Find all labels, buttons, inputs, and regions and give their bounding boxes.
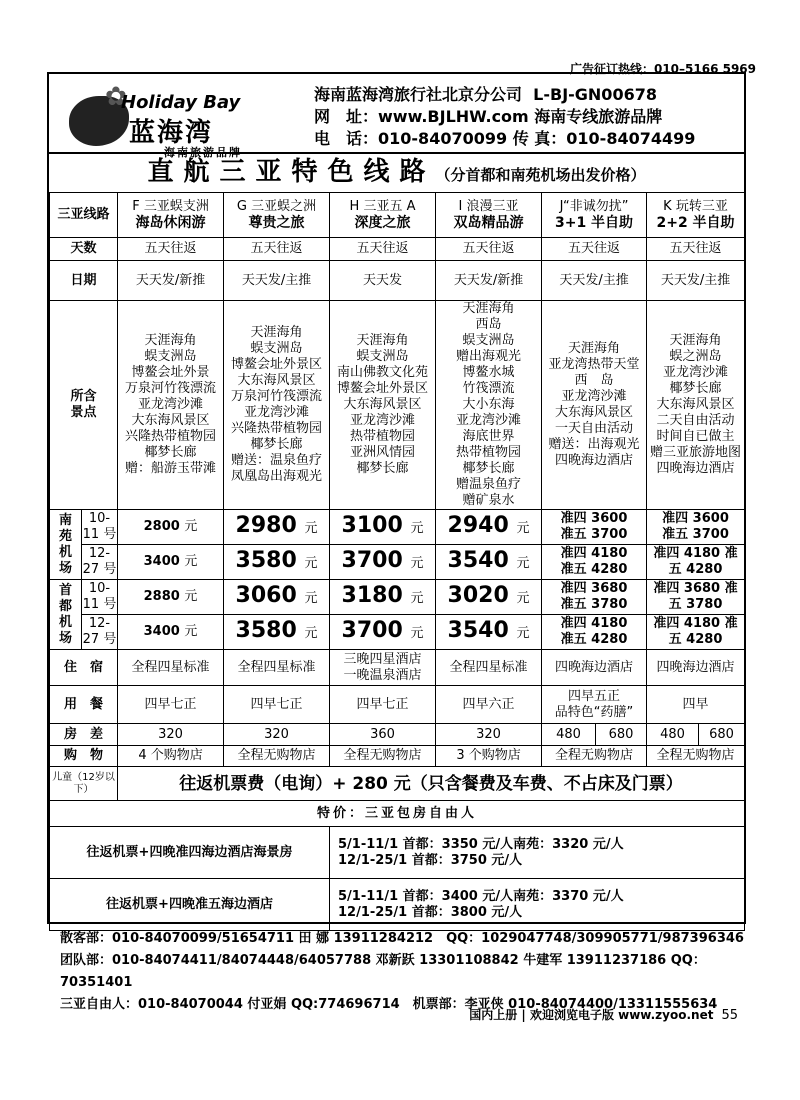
spots-f <box>118 301 224 510</box>
hotel-row: 住 宿 全程四星标准 全程四星标准 三晚四星酒店 一晚温泉酒店 全程四星标准 四晚海边酒店 四晚海边酒店 <box>50 650 745 686</box>
route-f: F 三亚蜈支洲 海岛休闲游 <box>118 193 224 238</box>
phone-number: 010-84070099 <box>378 129 508 148</box>
spot-item: 大东海风景区 <box>131 413 210 428</box>
spot-item: 椰梦长廊 <box>462 461 515 476</box>
spot-item: 兴隆热带植物园 <box>125 429 217 444</box>
special-package-1: 往返机票+四晚准四海边酒店海景房 5/1-11/1 首都：3350 元/人南苑：3320 元/人 12/1-25/1 首都：3750 元/人 <box>50 827 745 879</box>
special-title-row: 特价：三亚包房自由人 <box>50 801 745 827</box>
spot-item: 亚龙湾沙滩 <box>561 389 627 404</box>
spot-item: 兴隆热带植物园 <box>231 421 323 436</box>
spot-item: 博鳌水城 <box>462 365 515 380</box>
spot-item: 西岛 <box>475 317 502 332</box>
page-number: 55 <box>721 1008 738 1023</box>
spot-item: 亚龙湾沙滩 <box>138 397 204 412</box>
spot-item: 大东海风景区 <box>237 373 316 388</box>
logo-english: Holiday Bay <box>121 92 241 113</box>
spot-item: 蜈支洲岛 <box>144 349 197 364</box>
shopping-row: 购 物 4 个购物店 全程无购物店 全程无购物店 3 个购物店 全程无购物店 全程无购物店 <box>50 746 745 767</box>
spot-item: 亚龙湾沙滩 <box>456 413 522 428</box>
price-row-nanyuan-1: 南苑机场 10-11 号 2800 元 2980 元 3100 元 2940 元 准四 3600 准五 3700 准四 3600 准五 3700 <box>50 510 745 545</box>
route-h: H 三亚五 A 深度之旅 <box>330 193 436 238</box>
phone-label: 电 话： <box>314 129 379 148</box>
page-subtitle: （分首都和南苑机场出发价格） <box>435 166 646 184</box>
price-row-nanyuan-2: 12-27 号 3400 元 3580 元 3700 元 3540 元 准四 4180 准五 4280 准四 4180 准 五 4280 <box>50 545 745 580</box>
spot-item: 赠三亚旅游地图 <box>650 445 742 460</box>
ad-hotline: 广告征订热线：010–5166 5969 <box>569 62 756 76</box>
brochure-frame <box>47 72 746 924</box>
spot-item: 亚龙湾热带天堂 <box>548 357 640 372</box>
spot-item: 天涯海角 <box>144 333 197 348</box>
spot-item: 蜈之洲岛 <box>669 349 722 364</box>
spot-item: 赠温泉鱼疗 <box>456 477 522 492</box>
spot-item: 博鳌会址外景 <box>131 365 210 380</box>
spot-item: 万泉河竹筏漂流 <box>125 381 217 396</box>
website-link[interactable]: www.BJLHW.com <box>378 107 529 126</box>
site-label: 网 址： <box>314 107 379 126</box>
spot-item: 蜈支洲岛 <box>250 341 303 356</box>
fax-label: 传 真： <box>512 129 567 148</box>
spot-item: 赠矿泉水 <box>462 493 515 508</box>
spot-item: 亚洲风情园 <box>350 445 416 460</box>
spot-item: 天涯海角 <box>250 325 303 340</box>
spot-item: 大小东海 <box>462 397 515 412</box>
spots-h <box>330 301 436 510</box>
logo-chinese: 蓝海湾 <box>129 118 214 148</box>
spot-item: 热带植物园 <box>456 445 522 460</box>
spot-item: 赠出海观光 <box>456 349 522 364</box>
spot-item: 天涯海角 <box>462 301 515 316</box>
spots-row <box>50 301 745 510</box>
room-diff-row: 房 差 320 320 360 320 480 680 480 680 <box>50 724 745 746</box>
spot-item: 椰梦长廊 <box>669 381 722 396</box>
spot-item: 大东海风景区 <box>343 397 422 412</box>
spot-item: 西 岛 <box>574 373 614 388</box>
section-title <box>49 152 744 193</box>
contact-line: 三亚自由人：010-84070044 付亚娟 QQ:774696714 机票部：李亚侠 010-84074400/13311555634 <box>60 997 718 1012</box>
spots-label: 所含景点 <box>50 301 118 510</box>
spot-item: 博鳌会址外景区 <box>337 381 429 396</box>
agency-info <box>314 84 695 150</box>
page-footer-text: 国内上册 | 欢迎浏览电子版 www.zyoo.net <box>469 1008 714 1022</box>
price-row-capital-2: 12-27 号 3400 元 3580 元 3700 元 3540 元 准四 4180 准五 4280 准四 4180 准 五 4280 <box>50 615 745 650</box>
spot-item: 蜈支洲岛 <box>356 349 409 364</box>
spot-item: 赠：船游玉带滩 <box>125 461 217 476</box>
spot-item: 赠送：温泉鱼疗 <box>231 453 323 468</box>
site-tag: 海南专线旅游品牌 <box>534 107 663 126</box>
spot-item: 博鳌会址外景区 <box>231 357 323 372</box>
logo-tagline: 海南旅游品牌 <box>164 146 242 159</box>
agency-license: L-BJ-GN00678 <box>533 85 657 104</box>
route-table <box>49 192 745 931</box>
logo <box>69 82 319 159</box>
date-row: 日期 天天发/新推 天天发/主推 天天发 天天发/新推 天天发/主推 天天发/主推 <box>50 261 745 301</box>
spot-item: 亚龙湾沙滩 <box>244 405 310 420</box>
spot-item: 万泉河竹筏漂流 <box>231 389 323 404</box>
days-row: 天数 五天往返 五天往返 五天往返 五天往返 五天往返 五天往返 <box>50 238 745 261</box>
price-row-capital-1: 首都机场 10-11 号 2880 元 3060 元 3180 元 3020 元 准四 3680 准五 3780 准四 3680 准 五 3780 <box>50 580 745 615</box>
agency-name: 海南蓝海湾旅行社北京分公司 <box>314 85 523 104</box>
route-i: I 浪漫三亚 双岛精品游 <box>436 193 542 238</box>
spot-item: 椰梦长廊 <box>144 445 197 460</box>
route-col-label: 三亚线路 <box>50 193 118 238</box>
spot-item: 亚龙湾沙滩 <box>663 365 729 380</box>
spot-item: 亚龙湾沙滩 <box>350 413 416 428</box>
spot-item: 椰梦长廊 <box>250 437 303 452</box>
contact-footer <box>60 928 760 1016</box>
spot-item: 椰梦长廊 <box>356 461 409 476</box>
route-header-row <box>50 193 745 238</box>
page-title: 直航三亚特色线路 <box>147 157 436 187</box>
spot-item: 赠送：出海观光 <box>548 437 640 452</box>
spot-item: 大东海风景区 <box>555 405 634 420</box>
special-package-2: 往返机票+四晚准五海边酒店 5/1-11/1 首都：3400 元/人南苑：3370 元/人 12/1-25/1 首都：3800 元/人 <box>50 879 745 931</box>
spot-item: 蜈支洲岛 <box>462 333 515 348</box>
spot-item: 时间自已做主 <box>656 429 735 444</box>
route-k: K 玩转三亚 2+2 半自助 <box>647 193 745 238</box>
meals-row: 用 餐 四早七正 四早七正 四早七正 四早六正 四早五正 品特色“药膳” 四早 <box>50 686 745 724</box>
child-row: 儿童（12岁以下） 往返机票费（电询）+ 280 元（只含餐费及车费、不占床及门票） <box>50 767 745 801</box>
spot-item: 热带植物园 <box>350 429 416 444</box>
spots-j <box>542 301 647 510</box>
spot-item: 四晚海边酒店 <box>656 461 735 476</box>
spot-item: 天涯海角 <box>568 341 621 356</box>
spot-item: 一天自由活动 <box>555 421 634 436</box>
spot-item: 海底世界 <box>462 429 515 444</box>
spots-g <box>224 301 330 510</box>
spot-item: 大东海风景区 <box>656 397 735 412</box>
spot-item: 凤凰岛出海观光 <box>231 469 323 484</box>
spot-item: 四晚海边酒店 <box>555 453 634 468</box>
spot-item: 天涯海角 <box>356 333 409 348</box>
contact-line: 团队部：010-84074411/84074448/64057788 邓新跃 13301108842 牛建军 13911237186 QQ：70351401 <box>60 953 706 990</box>
spot-item: 二天自由活动 <box>656 413 735 428</box>
header <box>49 74 744 159</box>
spot-item: 天涯海角 <box>669 333 722 348</box>
spots-k <box>647 301 745 510</box>
spot-item: 竹筏漂流 <box>462 381 515 396</box>
fax-number: 010-84074499 <box>566 129 696 148</box>
spots-i <box>436 301 542 510</box>
logo-flower-icon: ✿ <box>105 82 127 112</box>
route-g: G 三亚蜈之洲 尊贵之旅 <box>224 193 330 238</box>
page-footer <box>469 1006 738 1023</box>
route-j: J“非诚勿扰” 3+1 半自助 <box>542 193 647 238</box>
spot-item: 南山佛教文化苑 <box>337 365 429 380</box>
contact-line: 散客部：010-84070099/51654711 田 娜 13911284212 QQ：1029047748/309905771/987396346 <box>60 931 744 946</box>
